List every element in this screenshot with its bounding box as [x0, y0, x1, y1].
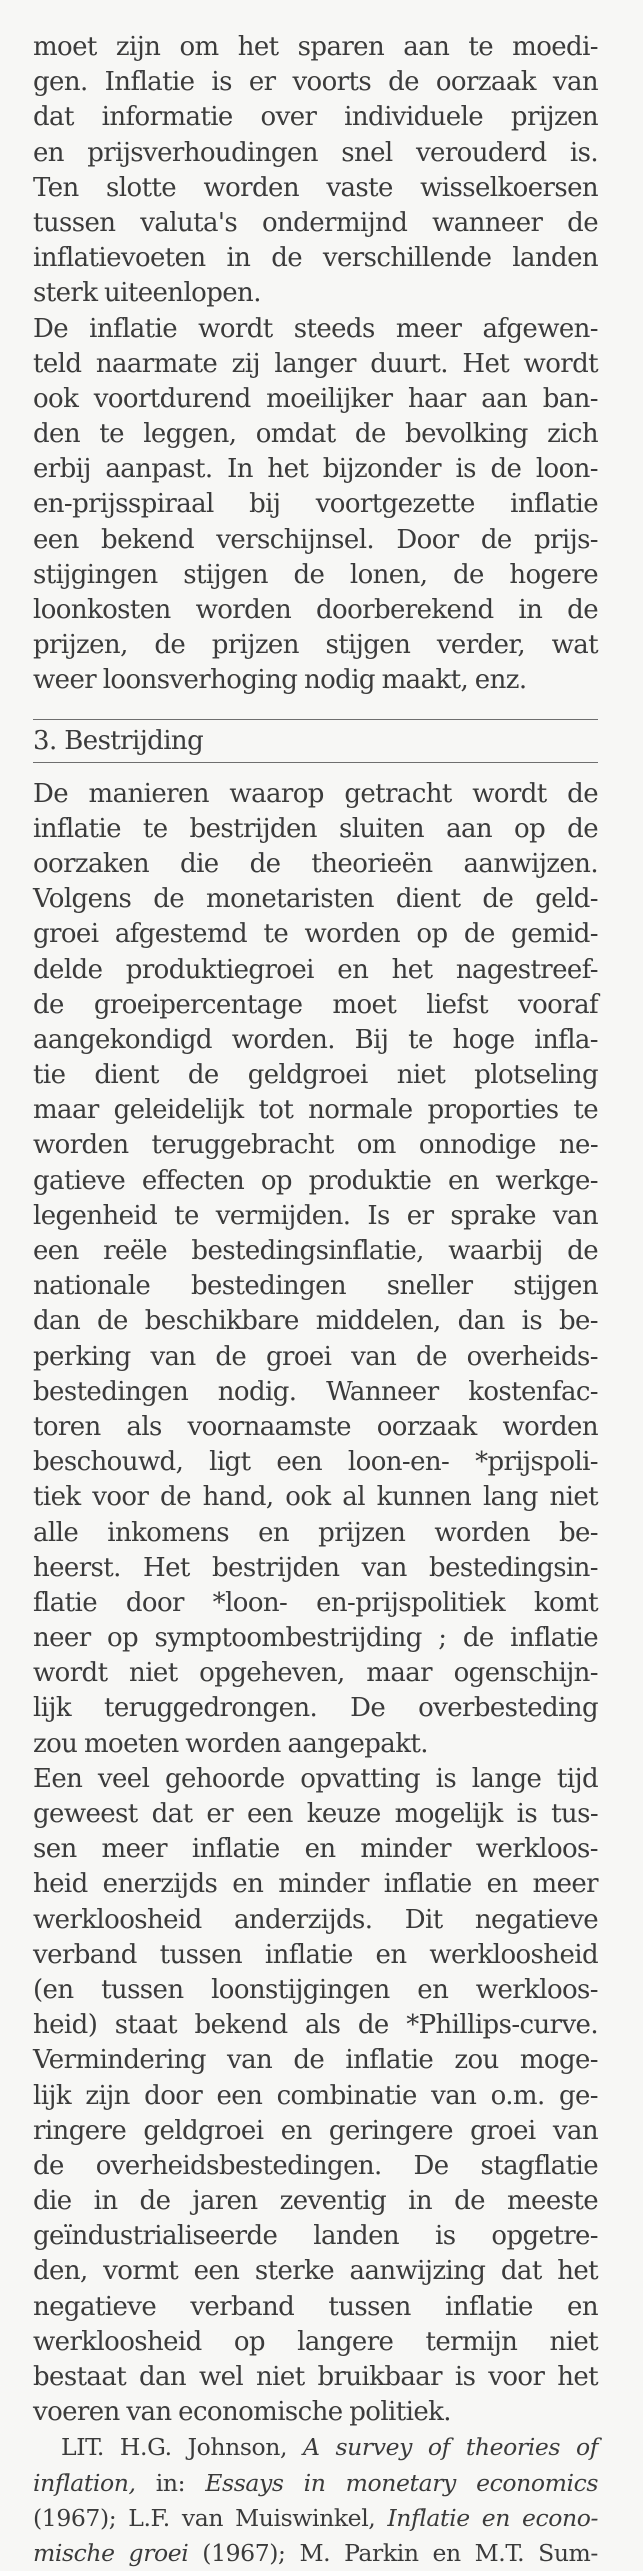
text-line: inflatievoeten in de verschillende landen	[33, 243, 598, 274]
text-line: loonkosten worden doorberekend in de	[33, 595, 598, 625]
text-line: den, vormt een sterke aanwijzing dat het	[33, 2256, 598, 2287]
text-line: groei afgestemd te worden op de gemid-	[33, 919, 598, 950]
paragraph-phillips-curve	[33, 1762, 598, 2431]
text-line: een reële bestedingsinflatie, waarbij de	[33, 1236, 598, 1266]
literature-line	[33, 2466, 598, 2501]
text-line: die in de jaren zeventig in de meeste	[33, 2186, 598, 2217]
literature-text: (1967); L.F. van Muiswinkel,	[33, 2503, 388, 2532]
literature-text: LIT. H.G. Johnson,	[61, 2433, 303, 2462]
text-line: voeren van economische politiek.	[33, 2397, 451, 2428]
text-line: prijzen, de prijzen stijgen verder, wat	[33, 630, 598, 661]
literature-text: (1967); M. Parkin en M.T. Sum-	[188, 2538, 598, 2567]
literature-references	[33, 2430, 598, 2571]
text-line: beschouwd, ligt een loon-en- *prijspoli-	[33, 1447, 598, 1478]
text-line: toren als voornaamste oorzaak worden	[33, 1411, 598, 1442]
text-line: lijk zijn door een combinatie van o.m. ge-	[33, 2080, 598, 2111]
text-line: gen. Inflatie is er voorts de oorzaak van	[33, 67, 598, 98]
text-line: weer loonsverhoging nodig maakt, enz.	[33, 665, 527, 696]
section-rule-bottom	[33, 762, 598, 763]
text-line: sterk uiteenlopen.	[33, 278, 261, 309]
text-line: delde produktiegroei en het nagestreef-	[33, 954, 598, 985]
text-line: wordt niet opgeheven, maar ogenschijn-	[33, 1658, 598, 1689]
text-line: tiek voor de hand, ook al kunnen lang niet	[33, 1482, 598, 1513]
text-line: geïndustrialiseerde landen is opgetre-	[33, 2221, 598, 2252]
text-line: teld naarmate zij langer duurt. Het wordt	[33, 348, 598, 379]
text-line: flatie door *loon- en-prijspolitiek komt	[33, 1587, 598, 1618]
text-line: bestaat dan wel niet bruikbaar is voor het	[33, 2362, 598, 2392]
text-line: heerst. Het bestrijden van bestedingsin-	[33, 1552, 598, 1583]
literature-text: in:	[135, 2468, 206, 2497]
text-line: tussen valuta's ondermijnd wanneer de	[33, 207, 598, 238]
text-line: moet zijn om het sparen aan te moedi-	[33, 32, 598, 62]
literature-line	[33, 2536, 598, 2571]
text-line: Een veel gehoorde opvatting is lange tijd	[33, 1763, 598, 1794]
text-line: heid) staat bekend als de *Phillips-curve.	[33, 2010, 598, 2041]
text-line: nationale bestedingen sneller stijgen	[33, 1271, 598, 1302]
text-line: de overheidsbestedingen. De stagflatie	[33, 2150, 598, 2181]
text-line: worden teruggebracht om onnodige ne-	[33, 1130, 598, 1161]
text-line: dan de beschikbare middelen, dan is be-	[33, 1306, 598, 1337]
text-line: lijk teruggedrongen. De overbesteding	[33, 1693, 598, 1724]
text-line: perking van de groei van de overheids-	[33, 1341, 598, 1372]
text-line: den te leggen, omdat de bevolking zich	[33, 419, 598, 450]
text-line: oorzaken die de theorieën aanwijzen.	[33, 848, 598, 879]
text-line: werkloosheid anderzijds. Dit negatieve	[33, 1904, 598, 1935]
text-line: heid enerzijds en minder inflatie en meer	[33, 1869, 598, 1900]
text-line: de groeipercentage moet liefst vooraf	[33, 989, 598, 1020]
text-line: De manieren waarop getracht wordt de	[33, 778, 598, 809]
text-line: Vermindering van de inflatie zou moge-	[33, 2045, 598, 2076]
literature-title: A survey of theories of	[302, 2433, 598, 2462]
text-line: gatieve effecten op produktie en werkge-	[33, 1165, 598, 1196]
text-line: neer op symptoombestrijding ; de inflatie	[33, 1623, 598, 1654]
text-line: ringere geldgroei en geringere groei van	[33, 2115, 598, 2146]
text-line: en prijsverhoudingen snel verouderd is.	[33, 137, 598, 168]
text-line: tie dient de geldgroei niet plotseling	[33, 1060, 598, 1091]
literature-title: inflation,	[33, 2468, 136, 2497]
text-line: Volgens de monetaristen dient de geld-	[33, 884, 598, 915]
text-line: ook voortdurend moeilijker haar aan ban-	[33, 383, 598, 414]
text-line: werkloosheid op langere termijn niet	[33, 2326, 598, 2357]
text-line: sen meer inflatie en minder werkloos-	[33, 1834, 598, 1865]
text-line: verband tussen inflatie en werkloosheid	[33, 1939, 598, 1970]
text-line: en-prijsspiraal bij voortgezette inflatie	[33, 489, 598, 520]
literature-title: mische groei	[33, 2538, 189, 2567]
text-line: Ten slotte worden vaste wisselkoersen	[33, 172, 598, 203]
text-line: negatieve verband tussen inflatie en	[33, 2291, 598, 2322]
text-line: erbij aanpast. In het bijzonder is de loon-	[33, 454, 598, 485]
literature-title: Inflatie en econo-	[387, 2503, 599, 2532]
paragraph-wage-price-spiral	[33, 312, 598, 699]
literature-title: Essays in monetary economics	[205, 2468, 598, 2497]
text-line: aangekondigd worden. Bij te hoge infla-	[33, 1024, 598, 1055]
text-line: een bekend verschijnsel. Door de prijs-	[33, 524, 598, 555]
text-line: De inflatie wordt steeds meer afgewen-	[33, 313, 598, 344]
text-line: geweest dat er een keuze mogelijk is tus-	[33, 1799, 598, 1829]
text-line: legenheid te vermijden. Is er sprake van	[33, 1200, 598, 1231]
text-line: inflatie te bestrijden sluiten aan op de	[33, 813, 598, 844]
literature-line	[33, 2501, 598, 2536]
text-line: maar geleidelijk tot normale proporties te	[33, 1095, 598, 1126]
text-line: zou moeten worden aangepakt.	[33, 1728, 428, 1759]
text-line: dat informatie over individuele prijzen	[33, 102, 598, 133]
paragraph-combating-methods	[33, 777, 598, 1762]
section-heading: 3. Bestrijding	[33, 725, 204, 756]
text-line: bestedingen nodig. Wanneer kostenfac-	[33, 1376, 598, 1407]
literature-line	[33, 2430, 598, 2465]
text-line: (en tussen loonstijgingen en werkloos-	[33, 1974, 598, 2005]
paragraph-consequences-continued	[33, 30, 598, 312]
text-column	[33, 30, 598, 2571]
text-line: alle inkomens en prijzen worden be-	[33, 1517, 598, 1548]
text-line: stijgingen stijgen de lonen, de hogere	[33, 559, 598, 590]
